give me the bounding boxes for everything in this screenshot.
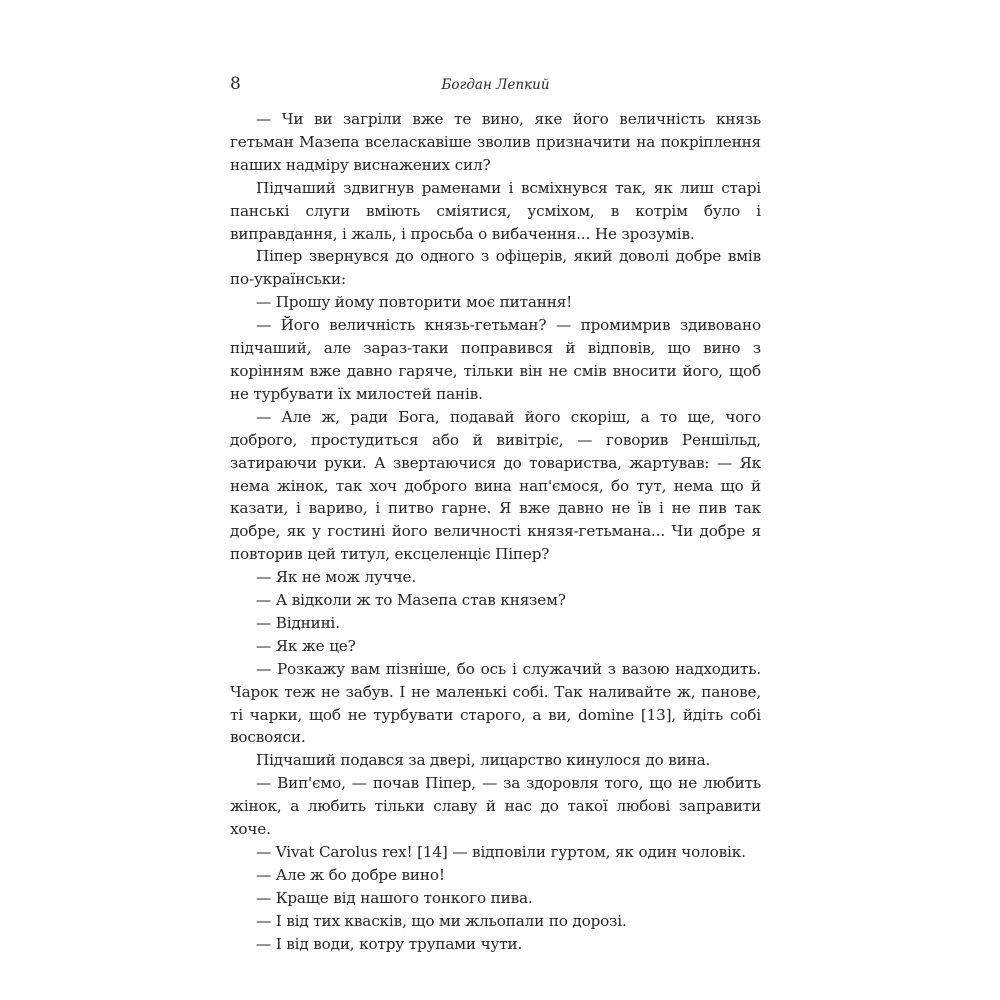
paragraph: — Vivat Carolus rex! [14] — відповіли гуртом, як один чоловік. (256, 843, 746, 861)
running-head-author: Богдан Лепкий (441, 77, 550, 93)
page-number: 8 (230, 74, 241, 94)
paragraph: — А відколи ж то Мазепа став князем? (256, 591, 566, 610)
paragraph: — Як же це? (256, 636, 356, 655)
paragraph: — Розкажу вам пізніше, бо ось і служачий з вазою надходить. Чарок теж не забув. І не маленькі собі. Так наливайте ж, панове, ті чарки, щоб не турбувати старого, а ви, domine [13], йдіть собі восвояси. (230, 659, 761, 747)
paragraph: — І від тих квасків, що ми жльопали по дорозі. (256, 911, 627, 930)
paragraph: — Але ж бо добре вино! (256, 865, 445, 884)
paragraph: Піпер звернувся до одного з офіцерів, який доволі добре вмів по-українськи: (230, 247, 761, 289)
paragraph: — І від води, котру трупами чути. (256, 934, 523, 953)
body-text (230, 108, 761, 956)
paragraph: — Віднині. (256, 613, 340, 632)
paragraph: — Але ж, ради Бога, подавай його скоріш, а то ще, чого доброго, простудиться або й вивітріє, — говорив Реншільд, затираючи руки. А звертаючися до товариства, жартував: — Як нема жінок, так хоч доброго вина нап'ємося, бо тут, нема що й казати, і вариво, і питво гарне. Я вже давно не їв і не пив так добре, як у гостині його величності князя-гетьмана... Чи добре я повторив цей титул, ексцеленціє Піпер? (230, 407, 761, 564)
paragraph: — Краще від нашого тонкого пива. (256, 888, 533, 907)
paragraph: Підчаший здвигнув раменами і всміхнувся так, як лиш старі панські слуги вміють сміятися, усміхом, в котрім було і виправдання, і жаль, і просьба о вибачення... Не зрозумів. (230, 178, 761, 243)
paragraph: — Вип'ємо, — почав Піпер, — за здоровля того, що не любить жінок, а любить тільки славу й нас до такої любові заправити хоче. (230, 774, 761, 839)
paragraph: — Як не мож лучче. (256, 568, 417, 587)
paragraph: — Його величність князь-гетьман? — промимрив здивовано підчаший, але зараз-таки поправився й відповів, що вино з корінням вже давно гаряче, тільки він не смів вносити його, щоб не турбувати їх милостей панів. (230, 316, 761, 403)
paragraph: Підчаший подався за двері, лицарство кинулося до вина. (256, 751, 711, 770)
paragraph: — Прошу йому повторити моє питання! (256, 293, 573, 312)
paragraph: — Чи ви загріли вже те вино, яке його величність князь гетьман Мазепа вселаскавіше зволив призначити на покріплення наших надміру виснажених сил? (230, 110, 761, 174)
